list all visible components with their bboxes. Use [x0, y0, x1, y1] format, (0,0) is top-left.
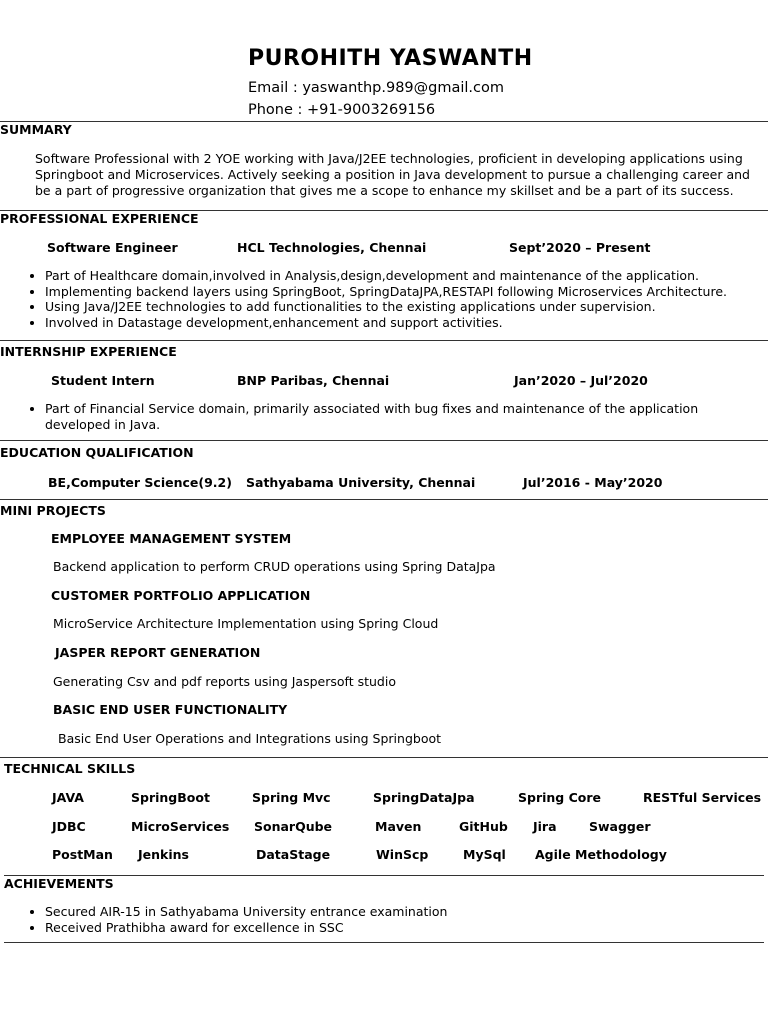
divider: [0, 757, 768, 758]
skill-item: RESTful Services: [643, 790, 762, 805]
project-desc: Generating Csv and pdf reports using Jaspersoft studio: [53, 674, 396, 689]
achievements-bullets: [0, 904, 760, 935]
divider: [0, 499, 768, 500]
project-desc: Basic End User Operations and Integrations using Springboot: [58, 731, 442, 746]
skill-item: SonarQube: [254, 819, 333, 834]
divider: [0, 340, 768, 341]
skill-item: Jenkins: [138, 847, 189, 862]
list-item: • Received Prathibha award for excellence in SSC: [45, 920, 760, 936]
skill-item: Agile Methodology: [535, 847, 667, 862]
internship-dates: Jan’2020 – Jul’2020: [514, 373, 648, 388]
skill-item: JAVA: [52, 790, 84, 805]
internship-role: Student Intern: [51, 373, 155, 388]
skill-item: Swagger: [589, 819, 651, 834]
project-title: JASPER REPORT GENERATION: [55, 645, 261, 660]
experience-company: HCL Technologies, Chennai: [237, 240, 427, 255]
divider: [4, 942, 764, 943]
projects-heading: MINI PROJECTS: [0, 503, 106, 518]
internship-heading: INTERNSHIP EXPERIENCE: [0, 344, 177, 359]
skill-item: JDBC: [52, 819, 86, 834]
experience-heading: PROFESSIONAL EXPERIENCE: [0, 211, 199, 226]
internship-company: BNP Paribas, Chennai: [237, 373, 390, 388]
skill-item: GitHub: [459, 819, 508, 834]
divider: [0, 121, 768, 122]
divider: [4, 875, 764, 876]
skill-item: MySql: [463, 847, 506, 862]
skill-item: DataStage: [256, 847, 331, 862]
skill-item: PostMan: [52, 847, 113, 862]
candidate-name: PUROHITH YASWANTH: [248, 46, 533, 71]
project-title: CUSTOMER PORTFOLIO APPLICATION: [51, 588, 311, 603]
skill-item: SpringBoot: [131, 790, 210, 805]
experience-dates: Sept’2020 – Present: [509, 240, 651, 255]
skill-item: Jira: [533, 819, 557, 834]
list-item: • Part of Financial Service domain, primarily associated with bug fixes and maintenance of the application developed in Java.: [45, 401, 725, 432]
education-dates: Jul’2016 - May’2020: [523, 475, 663, 490]
summary-text: Software Professional with 2 YOE working with Java/J2EE technologies, proficient in developing applications using Springboot and Microservices. Actively seeking a position in Java development to pursue a challenging career and be a part of progressive organization that gives me a scope to enhance my skillset and be a part of its success.: [35, 151, 750, 198]
education-degree: BE,Computer Science(9.2): [48, 475, 232, 490]
list-item: • Using Java/J2EE technologies to add functionalities to the existing applications under supervision.: [45, 299, 760, 315]
skill-item: WinScp: [376, 847, 429, 862]
project-desc: MicroService Architecture Implementation using Spring Cloud: [53, 616, 439, 631]
skill-item: Spring Mvc: [252, 790, 331, 805]
skill-item: Spring Core: [518, 790, 602, 805]
skill-item: Maven: [375, 819, 422, 834]
email-line: Email : yaswanthp.989@gmail.com: [248, 80, 505, 96]
project-desc: Backend application to perform CRUD operations using Spring DataJpa: [53, 559, 496, 574]
experience-bullets: [0, 268, 760, 330]
project-title: EMPLOYEE MANAGEMENT SYSTEM: [51, 531, 292, 546]
divider: [0, 440, 768, 441]
skills-heading: TECHNICAL SKILLS: [4, 761, 136, 776]
achievements-heading: ACHIEVEMENTS: [4, 876, 114, 891]
education-university: Sathyabama University, Chennai: [246, 475, 476, 490]
education-heading: EDUCATION QUALIFICATION: [0, 445, 194, 460]
list-item: • Part of Healthcare domain,involved in Analysis,design,development and maintenance of the application.: [45, 268, 760, 284]
list-item: • Implementing backend layers using SpringBoot, SpringDataJPA,RESTAPI following Microservices Architecture.: [45, 284, 760, 300]
experience-role: Software Engineer: [47, 240, 178, 255]
skill-item: SpringDataJpa: [373, 790, 475, 805]
internship-bullets: [0, 401, 725, 432]
list-item: • Secured AIR-15 in Sathyabama University entrance examination: [45, 904, 760, 920]
phone-line: Phone : +91-9003269156: [248, 102, 436, 118]
skill-item: MicroServices: [131, 819, 230, 834]
list-item: • Involved in Datastage development,enhancement and support activities.: [45, 315, 760, 331]
project-title: BASIC END USER FUNCTIONALITY: [53, 702, 288, 717]
summary-heading: SUMMARY: [0, 122, 72, 137]
